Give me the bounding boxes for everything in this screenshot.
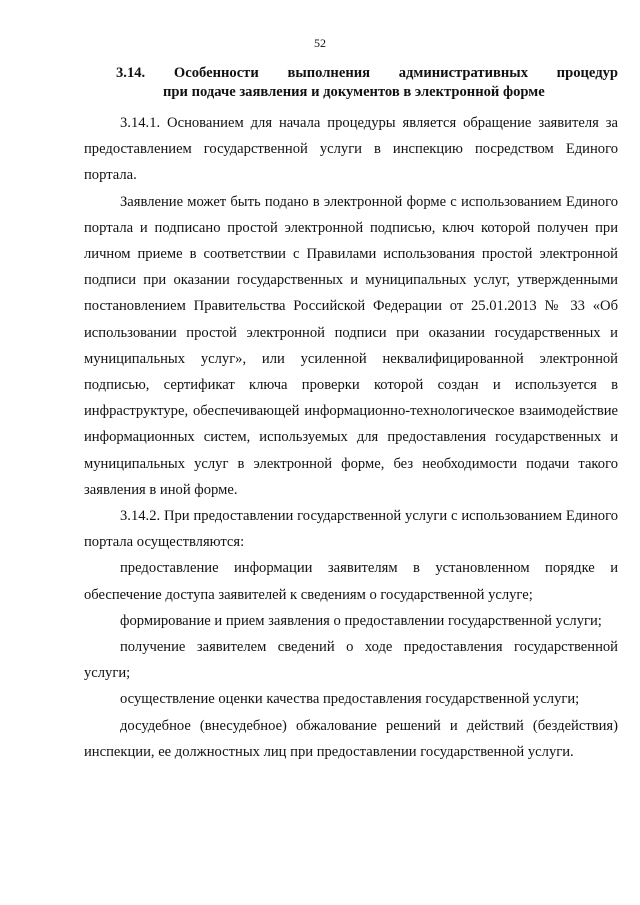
paragraph-electronic-application: Заявление может быть подано в электронной форме с использованием Единого портала и подписано простой электронной подписью, ключ которой получен при личном приеме в соответствии с Правилами использования простой электронной подписи при оказании государственных и муниципальных услуг, утвержденными постановлением Правительства Российской Федерации от 25.01.2013 № 33 «Об использовании простой электронной подписи при оказании государственных и муниципальных услуг», или усиленной неквалифицированной электронной подписью, сертификат ключа проверки которой создан и используется в инфраструктуре, обеспечивающей информационно-технологическое взаимодействие информационных систем, используемых для предоставления государственных и муниципальных услуг в электронной форме, без необходимости подачи такого заявления в иной форме. bbox=[84, 193, 618, 498]
paragraph-3-14-2: 3.14.2. При предоставлении государственной услуги с использованием Единого портала осуществляются: bbox=[84, 508, 618, 551]
page-content bbox=[84, 64, 618, 765]
section-heading-line-1: 3.14. Особенности выполнения административных процедур bbox=[116, 65, 618, 81]
page-number: 52 bbox=[314, 36, 326, 50]
list-item-quality-assessment: осуществление оценки качества предоставления государственной услуги; bbox=[120, 691, 580, 708]
list-item-progress-status: получение заявителем сведений о ходе предоставления государственной услуги; bbox=[84, 639, 618, 682]
section-heading-line-2: при подаче заявления и документов в электронной форме bbox=[163, 84, 545, 100]
section-heading bbox=[84, 64, 618, 102]
paragraph-3-14-1: 3.14.1. Основанием для начала процедуры является обращение заявителя за предоставлением государственной услуги в инспекцию посредством Единого портала. bbox=[84, 115, 618, 184]
list-item-information: предоставление информации заявителям в установленном порядке и обеспечение доступа заявителей к сведениям о государственной услуге; bbox=[84, 560, 618, 603]
list-item-application-intake: формирование и прием заявления о предоставлении государственной услуги; bbox=[120, 612, 602, 629]
list-item-appeal: досудебное (внесудебное) обжалование решений и действий (бездействия) инспекции, ее должностных лиц при предоставлении государственной услуги. bbox=[84, 717, 618, 760]
